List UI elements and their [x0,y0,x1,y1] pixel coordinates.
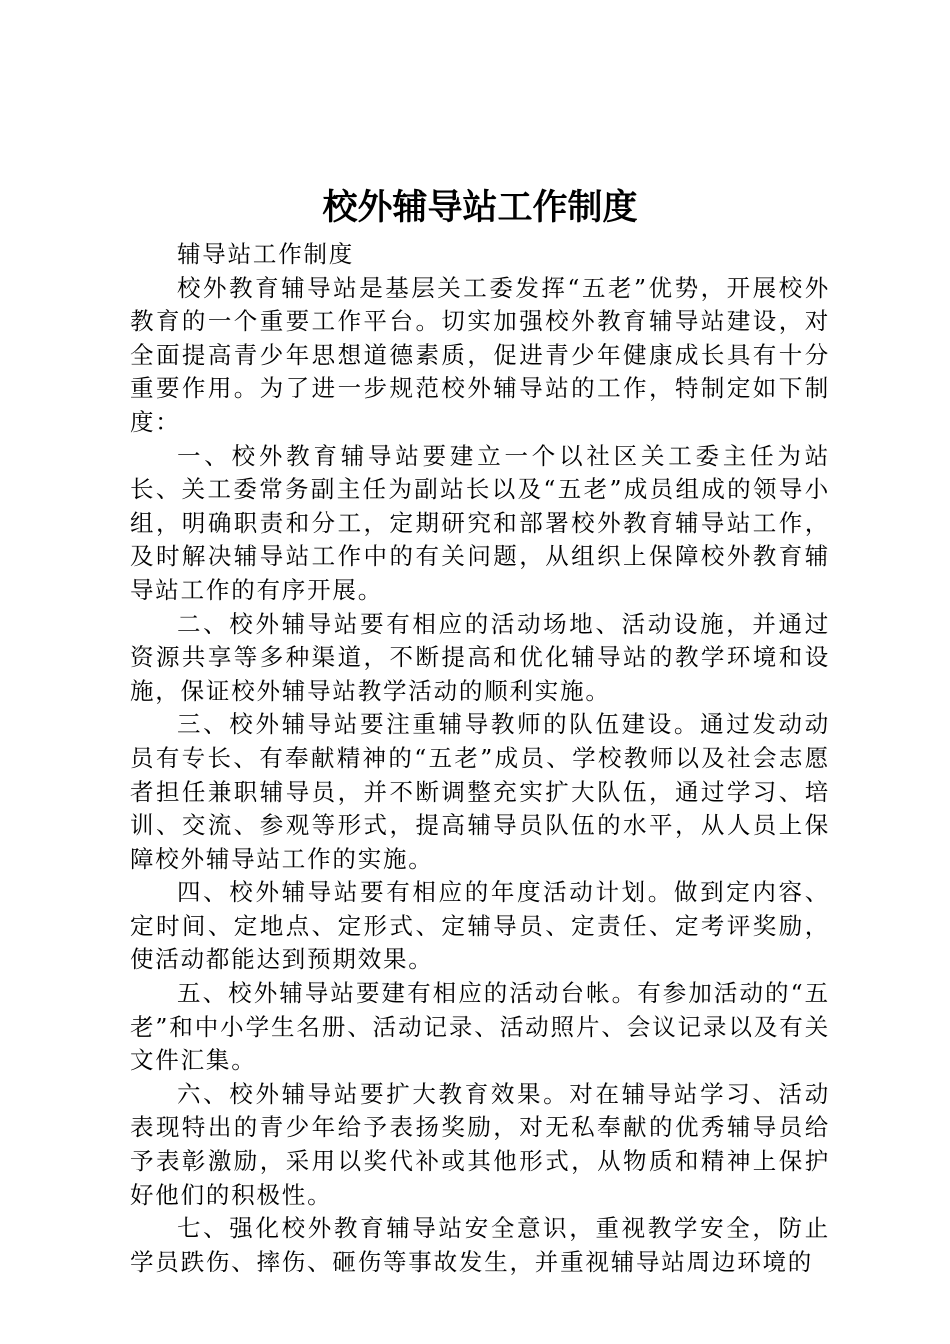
paragraph-rule-1: 一、校外教育辅导站要建立一个以社区关工委主任为站长、关工委常务副主任为副站长以及“五老”成员组成的领导小组，明确职责和分工，定期研究和部署校外教育辅导站工作，及时解决辅导站工作中的有关问题，从组织上保障校外教育辅导站工作的有序开展。 [130,441,830,604]
paragraph-rule-6: 六、校外辅导站要扩大教育效果。对在辅导站学习、活动表现特出的青少年给予表扬奖励，对无私奉献的优秀辅导员给予表彰激励，采用以奖代补或其他形式，从物质和精神上保护好他们的积极性。 [130,1079,830,1209]
paragraph-subtitle: 辅导站工作制度 [177,240,355,268]
paragraph-intro: 校外教育辅导站是基层关工委发挥“五老”优势，开展校外教育的一个重要工作平台。切实加强校外教育辅导站建设，对全面提高青少年思想道德素质，促进青少年健康成长具有十分重要作用。为了进一步规范校外辅导站的工作，特制定如下制度： [130,273,830,436]
document-page [130,180,830,1279]
paragraph-rule-7: 七、强化校外教育辅导站安全意识，重视教学安全，防止学员跌伤、摔伤、砸伤等事故发生，并重视辅导站周边环境的 [130,1214,830,1276]
paragraph-rule-5: 五、校外辅导站要建有相应的活动台帐。有参加活动的“五老”和中小学生名册、活动记录、活动照片、会议记录以及有关文件汇集。 [130,979,830,1075]
document-title: 校外辅导站工作制度 [322,188,638,228]
paragraph-rule-2: 二、校外辅导站要有相应的活动场地、活动设施，并通过资源共享等多种渠道，不断提高和优化辅导站的教学环境和设施，保证校外辅导站教学活动的顺利实施。 [130,609,830,705]
paragraph-rule-3: 三、校外辅导站要注重辅导教师的队伍建设。通过发动动员有专长、有奉献精神的“五老”成员、学校教师以及社会志愿者担任兼职辅导员，并不断调整充实扩大队伍，通过学习、培训、交流、参观等形式，提高辅导员队伍的水平，从人员上保障校外辅导站工作的实施。 [130,710,830,873]
paragraph-rule-4: 四、校外辅导站要有相应的年度活动计划。做到定内容、定时间、定地点、定形式、定辅导员、定责任、定考评奖励，使活动都能达到预期效果。 [130,878,830,974]
